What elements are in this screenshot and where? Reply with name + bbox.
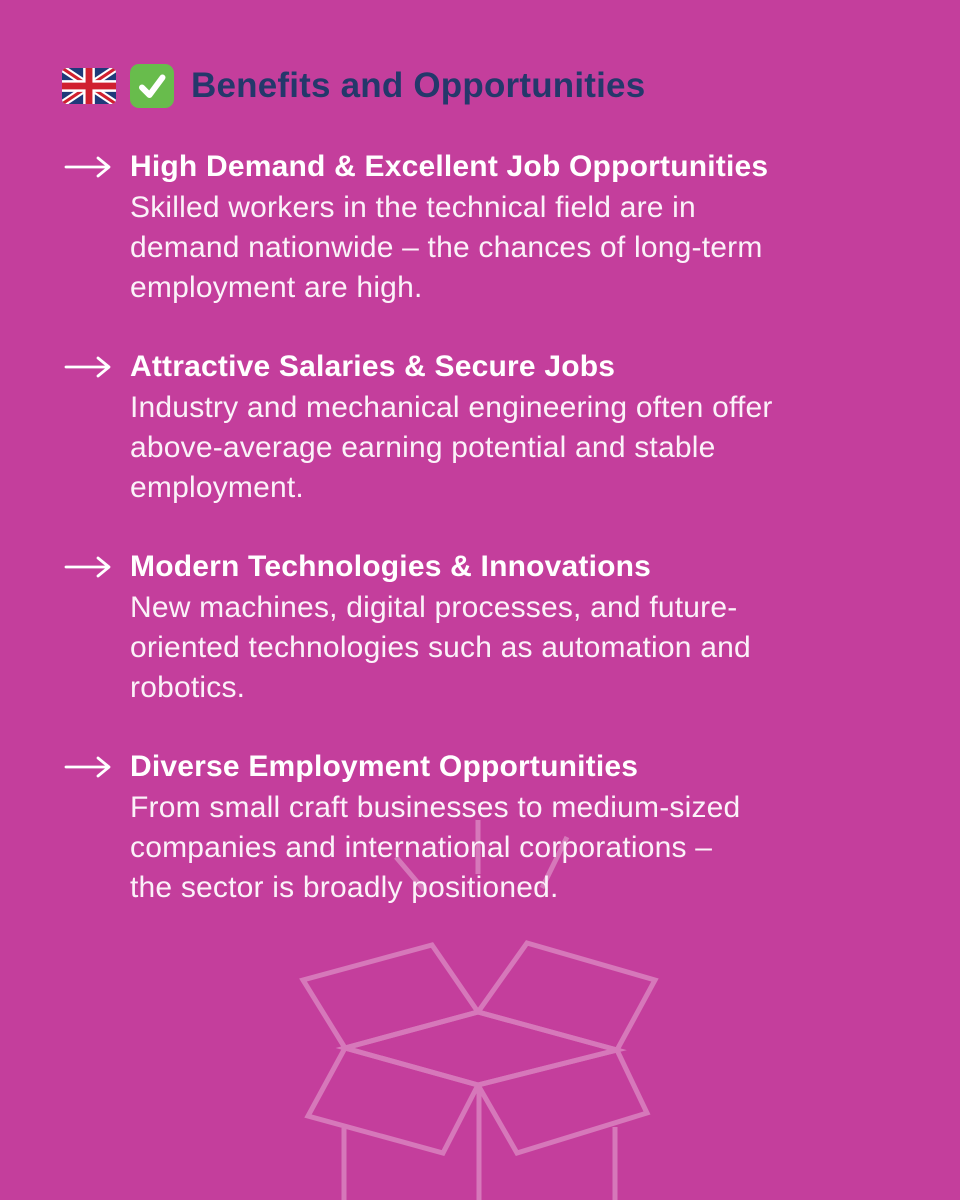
benefit-body-line: companies and international corporations – bbox=[130, 831, 713, 864]
box-front-left-flap bbox=[308, 1048, 478, 1153]
benefit-body-line: employment are high. bbox=[130, 271, 423, 304]
benefit-body-line: robotics. bbox=[130, 671, 246, 704]
right-arrow-icon bbox=[64, 746, 130, 784]
header bbox=[62, 62, 645, 110]
benefit-body-line: demand nationwide – the chances of long-term bbox=[130, 231, 763, 264]
page-title: Benefits and Opportunities bbox=[191, 66, 646, 105]
box-opening bbox=[345, 1012, 617, 1085]
box-back-left-flap bbox=[303, 945, 478, 1048]
benefit-body-line: Industry and mechanical engineering often offer bbox=[130, 391, 773, 424]
benefit-body-line: oriented technologies such as automation and bbox=[130, 631, 751, 664]
benefit-heading: Modern Technologies & Innovations bbox=[130, 550, 652, 583]
benefit-section-high-demand bbox=[64, 146, 914, 308]
benefit-body-line: New machines, digital processes, and future- bbox=[130, 591, 738, 624]
benefit-section-diverse-employment bbox=[64, 746, 914, 908]
benefit-body-line: From small craft businesses to medium-sized bbox=[130, 791, 741, 824]
right-arrow-icon bbox=[64, 146, 130, 184]
benefit-body-line: above-average earning potential and stable bbox=[130, 431, 716, 464]
right-arrow-icon bbox=[64, 346, 130, 384]
benefit-body-line: the sector is broadly positioned. bbox=[130, 871, 559, 904]
benefit-section-salaries bbox=[64, 346, 914, 508]
benefit-heading: Attractive Salaries & Secure Jobs bbox=[130, 350, 616, 383]
box-front-right-flap bbox=[478, 1050, 647, 1153]
green-check-mark-icon bbox=[129, 63, 175, 109]
uk-flag-icon bbox=[62, 67, 116, 105]
benefit-heading: High Demand & Excellent Job Opportunities bbox=[130, 150, 769, 183]
benefit-body-line: employment. bbox=[130, 471, 304, 504]
benefit-body-line: Skilled workers in the technical field are in bbox=[130, 191, 696, 224]
right-arrow-icon bbox=[64, 546, 130, 584]
benefit-section-technologies bbox=[64, 546, 914, 708]
benefit-heading: Diverse Employment Opportunities bbox=[130, 750, 639, 783]
